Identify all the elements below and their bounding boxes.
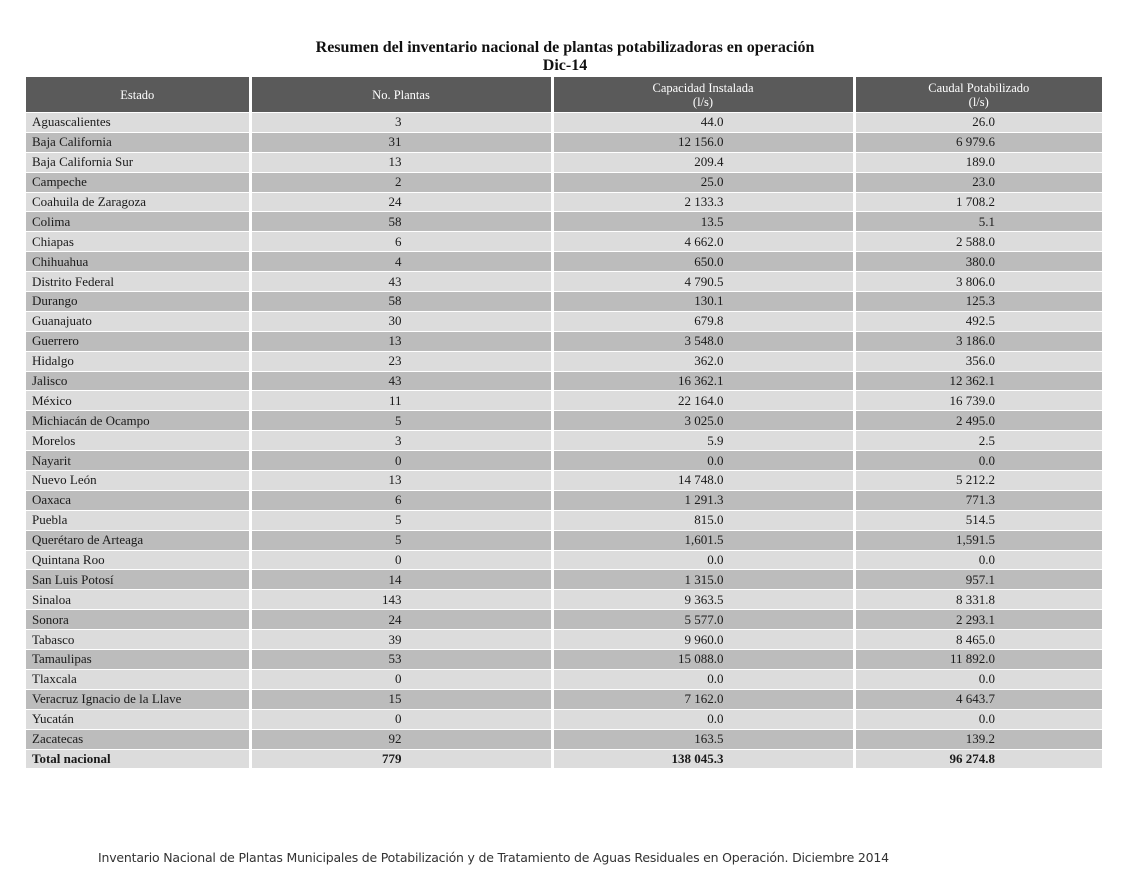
cell-capacidad: 1 315.0 <box>552 570 854 590</box>
cell-caudal: 189.0 <box>854 152 1102 172</box>
cell-caudal: 356.0 <box>854 351 1102 371</box>
cell-capacidad: 0.0 <box>552 550 854 570</box>
table-row <box>26 510 1102 530</box>
table-row <box>26 272 1102 292</box>
table-row <box>26 530 1102 550</box>
cell-caudal: 492.5 <box>854 311 1102 331</box>
col-header-capacidad-unit: (l/s) <box>692 94 714 109</box>
cell-caudal: 0.0 <box>854 451 1102 471</box>
cell-estado: Tabasco <box>26 630 250 650</box>
table-row <box>26 411 1102 431</box>
col-header-estado <box>26 77 250 113</box>
cell-estado: Veracruz Ignacio de la Llave <box>26 689 250 709</box>
col-header-estado-label: Estado <box>120 87 155 102</box>
cell-caudal: 1 708.2 <box>854 192 1102 212</box>
cell-capacidad: 1 291.3 <box>552 490 854 510</box>
cell-plantas: 58 <box>250 212 552 232</box>
cell-capacidad: 650.0 <box>552 252 854 272</box>
table-row <box>26 610 1102 630</box>
cell-plantas: 779 <box>250 749 552 768</box>
cell-plantas: 24 <box>250 610 552 630</box>
cell-caudal: 2.5 <box>854 431 1102 451</box>
table-row <box>26 471 1102 491</box>
col-header-plantas-label: No. Plantas <box>372 87 430 102</box>
col-header-caudal <box>854 77 1102 113</box>
cell-caudal: 2 495.0 <box>854 411 1102 431</box>
cell-estado: Guerrero <box>26 331 250 351</box>
cell-estado: Tlaxcala <box>26 669 250 689</box>
cell-capacidad: 7 162.0 <box>552 689 854 709</box>
cell-capacidad: 4 662.0 <box>552 232 854 252</box>
table-row <box>26 391 1102 411</box>
cell-estado: Sonora <box>26 610 250 630</box>
table-header <box>26 77 1102 113</box>
cell-caudal: 3 806.0 <box>854 272 1102 292</box>
cell-plantas: 24 <box>250 192 552 212</box>
cell-caudal: 16 739.0 <box>854 391 1102 411</box>
table-row <box>26 331 1102 351</box>
cell-caudal: 139.2 <box>854 729 1102 749</box>
page-subtitle: Dic-14 <box>542 57 588 74</box>
table-row <box>26 669 1102 689</box>
table-row <box>26 689 1102 709</box>
col-header-capacidad-label: Capacidad Instalada <box>652 80 754 95</box>
table-row <box>26 172 1102 192</box>
cell-estado: Querétaro de Arteaga <box>26 530 250 550</box>
cell-plantas: 0 <box>250 550 552 570</box>
cell-caudal: 4 643.7 <box>854 689 1102 709</box>
cell-caudal: 2 588.0 <box>854 232 1102 252</box>
table-row <box>26 630 1102 650</box>
cell-plantas: 5 <box>250 411 552 431</box>
cell-plantas: 43 <box>250 371 552 391</box>
cell-plantas: 2 <box>250 172 552 192</box>
cell-estado: Durango <box>26 292 250 312</box>
cell-capacidad: 163.5 <box>552 729 854 749</box>
table-row <box>26 132 1102 152</box>
title-block <box>0 39 1130 75</box>
cell-capacidad: 362.0 <box>552 351 854 371</box>
cell-caudal: 5 212.2 <box>854 471 1102 491</box>
cell-plantas: 0 <box>250 669 552 689</box>
cell-estado: Aguascalientes <box>26 113 250 133</box>
cell-plantas: 58 <box>250 292 552 312</box>
cell-plantas: 3 <box>250 431 552 451</box>
cell-capacidad: 0.0 <box>552 709 854 729</box>
cell-estado: Tamaulipas <box>26 650 250 670</box>
cell-plantas: 31 <box>250 132 552 152</box>
table-row <box>26 431 1102 451</box>
cell-capacidad: 12 156.0 <box>552 132 854 152</box>
cell-caudal: 0.0 <box>854 709 1102 729</box>
cell-caudal: 11 892.0 <box>854 650 1102 670</box>
cell-capacidad: 9 960.0 <box>552 630 854 650</box>
cell-estado: Oaxaca <box>26 490 250 510</box>
cell-plantas: 5 <box>250 530 552 550</box>
cell-estado: Guanajuato <box>26 311 250 331</box>
cell-caudal: 12 362.1 <box>854 371 1102 391</box>
table-row <box>26 252 1102 272</box>
cell-capacidad: 5.9 <box>552 431 854 451</box>
cell-estado: Michiacán de Ocampo <box>26 411 250 431</box>
cell-plantas: 0 <box>250 451 552 471</box>
cell-plantas: 14 <box>250 570 552 590</box>
cell-capacidad: 16 362.1 <box>552 371 854 391</box>
cell-estado: Baja California <box>26 132 250 152</box>
col-header-plantas <box>250 77 552 113</box>
table-row <box>26 351 1102 371</box>
cell-estado: Morelos <box>26 431 250 451</box>
cell-caudal: 8 331.8 <box>854 590 1102 610</box>
table-row <box>26 212 1102 232</box>
cell-estado: Jalisco <box>26 371 250 391</box>
cell-plantas: 30 <box>250 311 552 331</box>
cell-estado: Distrito Federal <box>26 272 250 292</box>
cell-caudal: 771.3 <box>854 490 1102 510</box>
col-header-caudal-label: Caudal Potabilizado <box>928 80 1030 95</box>
cell-estado: Chihuahua <box>26 252 250 272</box>
table-row <box>26 311 1102 331</box>
page-title: Resumen del inventario nacional de plantas potabilizadoras en operación <box>315 39 815 56</box>
cell-plantas: 43 <box>250 272 552 292</box>
cell-estado: Sinaloa <box>26 590 250 610</box>
cell-estado: Hidalgo <box>26 351 250 371</box>
table-row <box>26 650 1102 670</box>
cell-caudal: 6 979.6 <box>854 132 1102 152</box>
cell-estado: México <box>26 391 250 411</box>
col-header-capacidad <box>552 77 854 113</box>
table-row <box>26 451 1102 471</box>
cell-capacidad: 209.4 <box>552 152 854 172</box>
cell-estado: Yucatán <box>26 709 250 729</box>
cell-estado: Nayarit <box>26 451 250 471</box>
cell-capacidad: 1,601.5 <box>552 530 854 550</box>
cell-estado: Colima <box>26 212 250 232</box>
cell-estado: Zacatecas <box>26 729 250 749</box>
cell-estado: Quintana Roo <box>26 550 250 570</box>
inventory-table <box>26 77 1102 768</box>
cell-caudal: 1,591.5 <box>854 530 1102 550</box>
table-row <box>26 590 1102 610</box>
table-row <box>26 371 1102 391</box>
cell-estado: Campeche <box>26 172 250 192</box>
table-row <box>26 729 1102 749</box>
cell-caudal: 125.3 <box>854 292 1102 312</box>
table-row <box>26 709 1102 729</box>
cell-caudal: 5.1 <box>854 212 1102 232</box>
cell-plantas: 143 <box>250 590 552 610</box>
table-row <box>26 113 1102 133</box>
cell-estado: Chiapas <box>26 232 250 252</box>
cell-caudal: 957.1 <box>854 570 1102 590</box>
cell-caudal: 0.0 <box>854 669 1102 689</box>
table-row <box>26 570 1102 590</box>
cell-caudal: 23.0 <box>854 172 1102 192</box>
cell-caudal: 8 465.0 <box>854 630 1102 650</box>
cell-capacidad: 15 088.0 <box>552 650 854 670</box>
cell-capacidad: 9 363.5 <box>552 590 854 610</box>
cell-plantas: 0 <box>250 709 552 729</box>
cell-capacidad: 5 577.0 <box>552 610 854 630</box>
cell-estado: Nuevo León <box>26 471 250 491</box>
total-row <box>26 749 1102 768</box>
cell-plantas: 15 <box>250 689 552 709</box>
cell-caudal: 514.5 <box>854 510 1102 530</box>
cell-plantas: 3 <box>250 113 552 133</box>
cell-capacidad: 3 548.0 <box>552 331 854 351</box>
cell-capacidad: 815.0 <box>552 510 854 530</box>
cell-estado: San Luis Potosí <box>26 570 250 590</box>
cell-caudal: 96 274.8 <box>854 749 1102 768</box>
cell-caudal: 2 293.1 <box>854 610 1102 630</box>
cell-plantas: 4 <box>250 252 552 272</box>
cell-capacidad: 3 025.0 <box>552 411 854 431</box>
cell-capacidad: 4 790.5 <box>552 272 854 292</box>
cell-plantas: 92 <box>250 729 552 749</box>
footer-source: Inventario Nacional de Plantas Municipales de Potabilización y de Tratamiento de Aguas Residuales en Operación. Diciembre 2014 <box>98 850 889 865</box>
cell-estado: Puebla <box>26 510 250 530</box>
header-row <box>26 77 1102 113</box>
cell-capacidad: 0.0 <box>552 451 854 471</box>
cell-estado: Coahuila de Zaragoza <box>26 192 250 212</box>
col-header-caudal-unit: (l/s) <box>968 94 989 109</box>
cell-capacidad: 22 164.0 <box>552 391 854 411</box>
cell-plantas: 53 <box>250 650 552 670</box>
cell-capacidad: 138 045.3 <box>552 749 854 768</box>
table-row <box>26 232 1102 252</box>
cell-caudal: 380.0 <box>854 252 1102 272</box>
cell-plantas: 11 <box>250 391 552 411</box>
cell-capacidad: 0.0 <box>552 669 854 689</box>
cell-estado: Baja California Sur <box>26 152 250 172</box>
table-body <box>26 113 1102 769</box>
cell-plantas: 6 <box>250 232 552 252</box>
table-row <box>26 550 1102 570</box>
cell-capacidad: 14 748.0 <box>552 471 854 491</box>
table-row <box>26 490 1102 510</box>
cell-capacidad: 44.0 <box>552 113 854 133</box>
cell-plantas: 6 <box>250 490 552 510</box>
cell-capacidad: 13.5 <box>552 212 854 232</box>
cell-capacidad: 25.0 <box>552 172 854 192</box>
cell-plantas: 13 <box>250 471 552 491</box>
cell-caudal: 0.0 <box>854 550 1102 570</box>
cell-caudal: 26.0 <box>854 113 1102 133</box>
cell-plantas: 13 <box>250 152 552 172</box>
cell-plantas: 13 <box>250 331 552 351</box>
table-row <box>26 152 1102 172</box>
cell-capacidad: 679.8 <box>552 311 854 331</box>
table-row <box>26 192 1102 212</box>
table-row <box>26 292 1102 312</box>
cell-capacidad: 130.1 <box>552 292 854 312</box>
cell-capacidad: 2 133.3 <box>552 192 854 212</box>
cell-plantas: 23 <box>250 351 552 371</box>
cell-caudal: 3 186.0 <box>854 331 1102 351</box>
cell-plantas: 5 <box>250 510 552 530</box>
cell-plantas: 39 <box>250 630 552 650</box>
cell-estado: Total nacional <box>26 749 250 768</box>
